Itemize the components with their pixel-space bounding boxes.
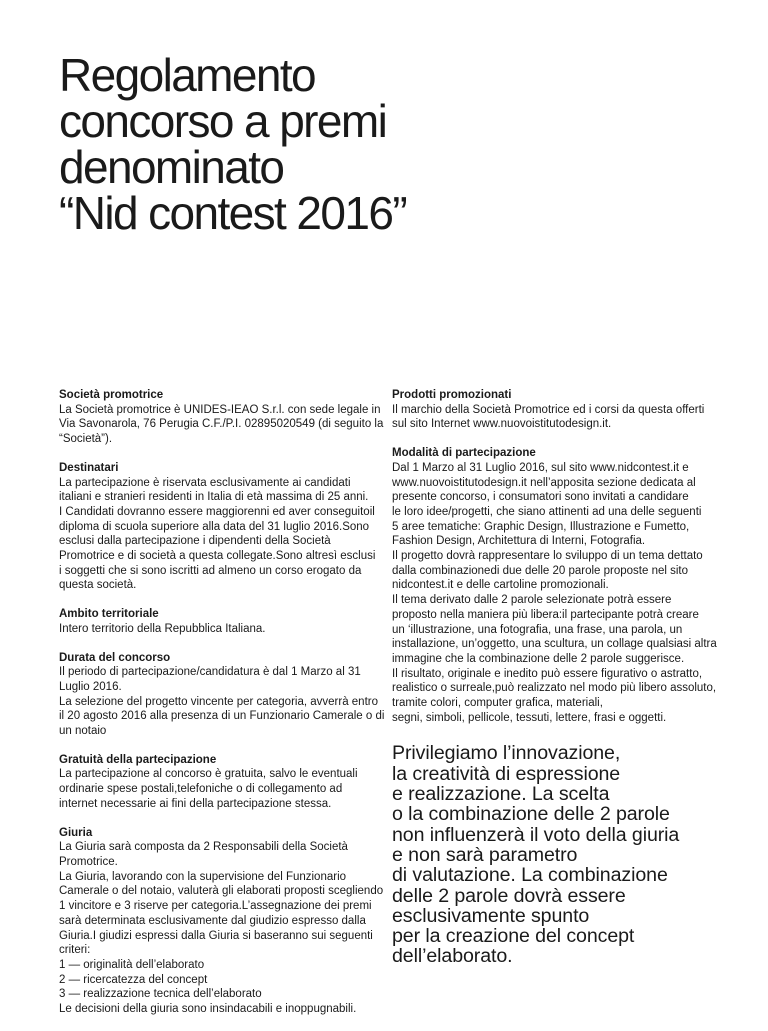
title-line: concorso a premi [59,95,387,147]
section-text-line: Giuria.I giudizi espressi dalla Giuria si baseranno sui seguenti [59,929,373,942]
section [59,753,377,812]
quote-line: e realizzazione. La scelta [392,783,610,806]
section [392,446,717,725]
section-text-line: un notaio [59,725,107,738]
section-heading: Gratuità della partecipazione [59,753,217,766]
quote-line: per la creazione del concept [392,925,635,948]
section-heading: Prodotti promozionati [392,389,512,401]
section-text-line: Camerale o del notaio, valuterà gli elaborati proposti scegliendo [59,885,384,898]
quote-line: la creatività di espressione [392,762,621,785]
section-text-line: Le decisioni della giuria sono insindacabili e inoppugnabili. [59,1003,357,1016]
section-text-line: realistico o surreale,può realizzato nel modo più libero assoluto, [392,682,717,695]
section-text-line: 5 aree tematiche: Graphic Design, Illustrazione e Fumetto, [392,520,690,533]
section-text-line: La Giuria, lavorando con la supervisione del Funzionario [59,870,347,883]
section-text-line: Via Savonarola, 76 Perugia C.F./P.I. 02895020549 (di seguito la [59,418,384,431]
title-line: denominato [59,141,284,193]
section-text-line: La Società promotrice è UNIDES-IEAO S.r.l. con sede legale in [59,403,381,416]
section-text-line: proposto nella maniera più libera:il partecipante potrà creare [392,608,699,621]
section [59,651,385,739]
section-text-line: il 20 agosto 2016 alla presenza di un Funzionario Camerale o di [59,710,385,723]
section [392,388,714,432]
section-text-line: www.nuovoistitutodesign.it nell’apposita sezione dedicata al [392,476,696,489]
quote-line: esclusivamente spunto [392,904,590,927]
section-text-line: 2 — ricercatezza del concept [59,973,208,986]
section-text-line: le loro idee/progetti, che siano attinenti ad una delle seguenti [392,505,702,518]
title-line: Regolamento [59,49,316,101]
section-text-line: “Società”). [59,433,113,446]
section-text-line: Il progetto dovrà rappresentare lo sviluppo di un tema dettato [392,550,703,563]
section-text-line: 1 vincitore e 3 riserve per categoria.L’assegnazione dei premi [59,900,372,913]
section [59,388,384,447]
section-text-line: tramite colori, computer grafica, materiali, [392,697,603,710]
section-text-line: Il tema derivato dalle 2 parole selezionate potrà essere [392,594,672,607]
section-text-line: un ‘illustrazione, una fotografia, una frase, una parola, un [392,623,683,636]
section-text-line: immagine che la combinazione delle 2 parole suggerisce. [392,652,685,665]
section-text-line: 3 — realizzazione tecnica dell’elaborato [59,988,262,1001]
quote-line: di valutazione. La combinazione [392,864,668,887]
section-heading: Modalità di partecipazione [392,447,536,460]
section-text-line: La partecipazione è riservata esclusivamente ai candidati [59,476,351,489]
document-title [59,49,479,239]
quote-line: o la combinazione delle 2 parole [392,803,670,826]
quote-line: Privilegiamo l’innovazione, [392,742,621,765]
section-heading: Ambito territoriale [59,608,159,621]
section-text-line: ordinarie spese postali,telefoniche o di collegamento ad [59,783,343,796]
section [59,607,377,636]
quote-line: dell’elaborato. [392,945,513,968]
section-text-line: Promotrice. [59,855,118,868]
section-heading: Società promotrice [59,389,164,401]
section-heading: Durata del concorso [59,651,171,664]
section-text-line: dalla combinazionedi due delle 20 parole proposte nel sito [392,564,689,577]
section-text-line: diploma di scuola superiore alla data del 31 luglio 2016.Sono [59,520,370,533]
section-text-line: La selezione del progetto vincente per categoria, avverrà entro [59,695,379,708]
section-heading: Destinatari [59,461,119,474]
section-text-line: Promotrice e di società a questa collegate.Sono altresì esclusi [59,550,376,563]
section-text-line: italiani e stranieri residenti in Italia di età massima di 25 anni. [59,491,369,504]
section-text-line: nidcontest.it e delle cartoline promozionali. [392,579,609,592]
pull-quote [392,743,714,966]
section-text-line: 1 — originalità dell’elaborato [59,958,205,971]
section-text-line: internet necessarie ai fini della partecipazione stessa. [59,797,332,810]
quote-line: non influenzerà il voto della giuria [392,823,680,846]
section-text-line: i soggetti che si sono iscritti ad almeno un corso erogato da [59,564,362,577]
section-text-line: presente concorso, i consumatori sono invitati a candidare [392,491,689,504]
section-text-line: installazione, un’oggetto, una scultura, un collage qualsiasi altra [392,638,717,651]
section-text-line: Fashion Design, Architettura di Interni, Fotografia. [392,535,646,548]
right-column [392,388,717,968]
section-text-line: Dal 1 Marzo al 31 Luglio 2016, sul sito www.nidcontest.it e [392,461,689,474]
section-text-line: criteri: [59,944,91,957]
section-text-line: Il marchio della Società Promotrice ed i corsi da questa offerti [392,403,705,416]
section-text-line: esclusi dalla partecipazione i dipendenti della Società [59,535,331,548]
section [59,826,384,1017]
quote-line: e non sarà parametro [392,843,578,866]
section-text-line: Luglio 2016. [59,680,122,693]
section-text-line: La Giuria sarà composta da 2 Responsabili della Società [59,841,348,854]
section-text-line: segni, simboli, pellicole, tessuti, lettere, frasi e oggetti. [392,711,667,724]
section-text-line: Intero territorio della Repubblica Italiana. [59,622,266,635]
section-text-line: I Candidati dovranno essere maggiorenni ed aver conseguitoil [59,505,375,518]
section-text-line: La partecipazione al concorso è gratuita, salvo le eventuali [59,768,358,781]
left-column [59,388,385,1031]
section-text-line: sul sito Internet www.nuovoistitutodesign.it. [392,418,612,431]
section-text-line: sarà determinata esclusivamente dal giudizio espresso dalla [59,914,366,927]
section-text-line: Il risultato, originale e inedito può essere figurativo o astratto, [392,667,703,680]
section-text-line: Il periodo di partecipazione/candidatura è dal 1 Marzo al 31 [59,666,361,679]
section [59,461,377,593]
section-heading: Giuria [59,826,93,839]
quote-line: delle 2 parole dovrà essere [392,884,626,907]
section-text-line: questa società. [59,579,137,592]
title-line: “Nid contest 2016” [59,187,407,239]
